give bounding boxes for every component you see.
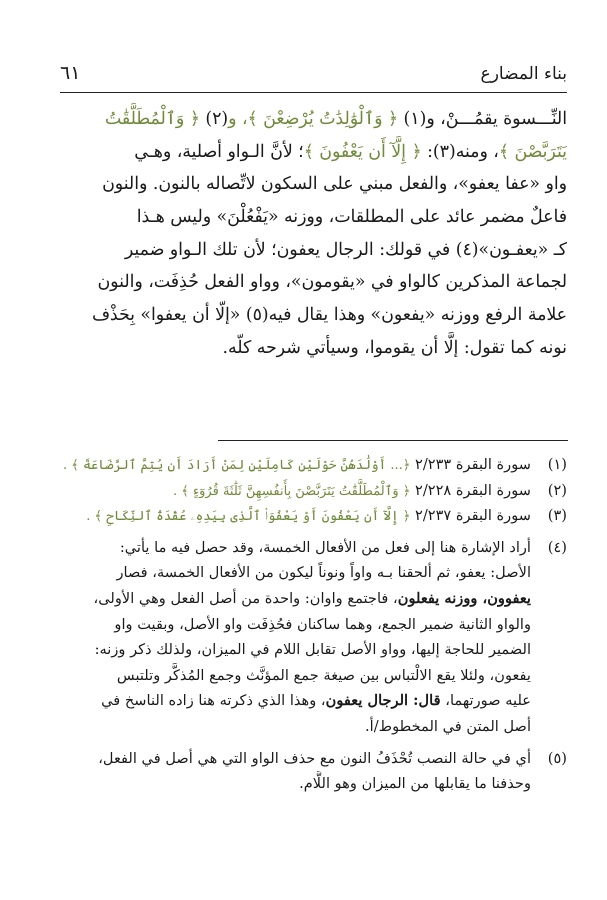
text-run: والواو الثانية ضمير الجمع، وهما ساكنان فحُذِفَت واو الأصل، وبقيت واو [114,615,531,633]
footnote-number: (١) [547,456,567,473]
footnotes [60,452,567,797]
text-run: سورة البقرة ٢/٢٣٣ [410,456,531,473]
footnote [60,535,567,740]
text-run: (٢) [205,109,229,129]
text-run: أي في حالة النصب تُحْذَفُ النون مع حذف الواو التي هي أصل في الفعل، [98,749,531,767]
text-line [60,136,567,169]
footnote-number: (٣) [547,507,567,525]
footnote-number: (٤) [547,538,567,556]
text-run: علامة الرفع ووزنه «يفعون» وهذا يقال فيه [268,305,567,326]
main-text [60,103,567,365]
footnote-separator [218,440,568,441]
footnote-line [60,612,531,638]
text-run: الأصل: يعفو، ثم ألحقنا بـه واواً ونوناً ليكون من الأفعال الخمسة، فصار [116,564,531,582]
footnote-line [60,688,531,714]
text-run: فاعلٌ مضمر عائد على المطلقات، ووزنه «يَفْعُلْنَ» وليس هـذا [136,207,567,228]
page-number: ٦١ [60,62,81,84]
text-run: ، فاجتمع واوان: واحدة من أصل الفعل وهي الأولى، [93,589,398,607]
footnote [60,746,567,797]
footnote-line [60,586,531,612]
footnote [60,452,567,478]
bold-text: يعفوون، ووزنه يفعلون [397,589,531,607]
text-run: (٤) [455,239,479,260]
text-run: واو «عفا يعفو»، والفعل مبني على السكون لاتِّصاله بالنون. والنون [102,174,567,195]
footnote-line [60,478,531,504]
text-run: (٥) [245,305,269,326]
text-run: سورة البقرة ٢/٢٣٧ [410,507,531,525]
text-line [60,201,567,234]
page-header [60,62,567,93]
text-run: سورة البقرة ٢/٢٢٨ [410,481,531,499]
footnote-line [60,560,531,586]
footnote [60,503,567,529]
text-line [60,234,567,267]
text-run: كـ «يعفـون» [478,239,567,260]
text-run: ؛ لأنَّ الـواو أصلية، وهـي [134,141,304,162]
running-title: بناء المضارع [480,64,567,84]
quran-quote: ﴿ وَٱلْوَٰلِدَٰتُ يُرْضِعْنَ ﴾، و [228,109,404,129]
text-run: أصل المتن في المخطوط/أ. [365,717,531,735]
text-run: لجماعة المذكرين كالواو في «يقومون»، وواو الفعل حُذِفَت، والنون [97,272,567,293]
text-run: عليه صورتهما، [440,692,531,710]
text-line [60,332,567,365]
text-run: (١) [403,109,427,129]
footnote-line [60,535,531,561]
quran-quote: يَتَرَبَّصْنَ ﴾ [498,141,567,162]
text-run: يفعون، ولئلا يقع الالْتباس بين صيغة جمع المؤنَّث وجمع المُذكَّر وتلتبس [116,666,531,684]
text-run: الضمير للحاجة إليها، وواو الأصل تقابل اللام في الميزان، ولذلك ذكر وزنه: [94,641,531,659]
text-line [60,266,567,299]
footnote-line [60,714,531,740]
quran-quote: ﴿... أَوْلَٰدَهُنَّ حَوْلَيْنِ كَامِلَيْنِ لِمَنْ أَرَادَ أَن يُتِمَّ ٱلرَّضَاعَةَ ﴾ . [63,458,411,473]
text-line [60,299,567,332]
text-run: ، ومنه [455,141,499,162]
text-run: النِّـــسوة يقمُـــنْ، و [426,109,567,129]
footnote [60,478,567,504]
quran-quote: ﴿ وَٱلْمُطَلَّقَٰتُ [104,109,206,129]
text-run: في قولك: الرجال يعفون؛ لأن تلك الـواو ضمير [124,239,456,260]
text-line [60,103,567,136]
quran-quote: ﴿ إِلَّآ أَن يَعْفُونَ أَوْ يَعْفُوَا۟ ٱلَّذِى بِيَدِهِۦ عُقْدَةُ ٱلنِّكَاحِ ﴾ . [86,509,411,525]
text-run: : [421,141,433,162]
footnote-line [60,452,531,478]
text-run: نونه كما تقول: إلَّا أن يقوموا، وسيأتي شرحه كلّه. [222,337,567,358]
footnote-number: (٢) [547,481,567,499]
footnote-line [60,637,531,663]
text-run: ، وهذا الذي ذكرته هنا زاده الناسخ في [101,692,326,710]
footnote-number: (٥) [547,749,567,767]
text-line [60,168,567,201]
quran-quote: ﴿ وَٱلْمُطَلَّقَٰتُ يَتَرَبَّصْنَ بِأَنفُسِهِنَّ ثَلَٰثَةَ قُرُوٓءٍ ﴾ . [173,483,411,499]
text-run: (٣) [432,141,456,162]
text-run: وحذفنا ما يقابلها من الميزان وهو اللَّام. [299,775,531,793]
bold-text: قال: الرجال يعفون [325,692,441,710]
footnote-line [60,771,531,797]
footnote-line [60,503,531,529]
footnote-line [60,663,531,689]
text-run: «إلّا أن يعفوا» بِحَذْف [91,305,246,326]
footnote-line [60,746,531,772]
text-run: أراد الإشارة هنا إلى فعل من الأفعال الخمسة، وقد حصل فيه ما يأتي: [119,538,531,556]
quran-quote: ﴿ إِلَّآ أَن يَعْفُونَ ﴾ [303,141,422,162]
